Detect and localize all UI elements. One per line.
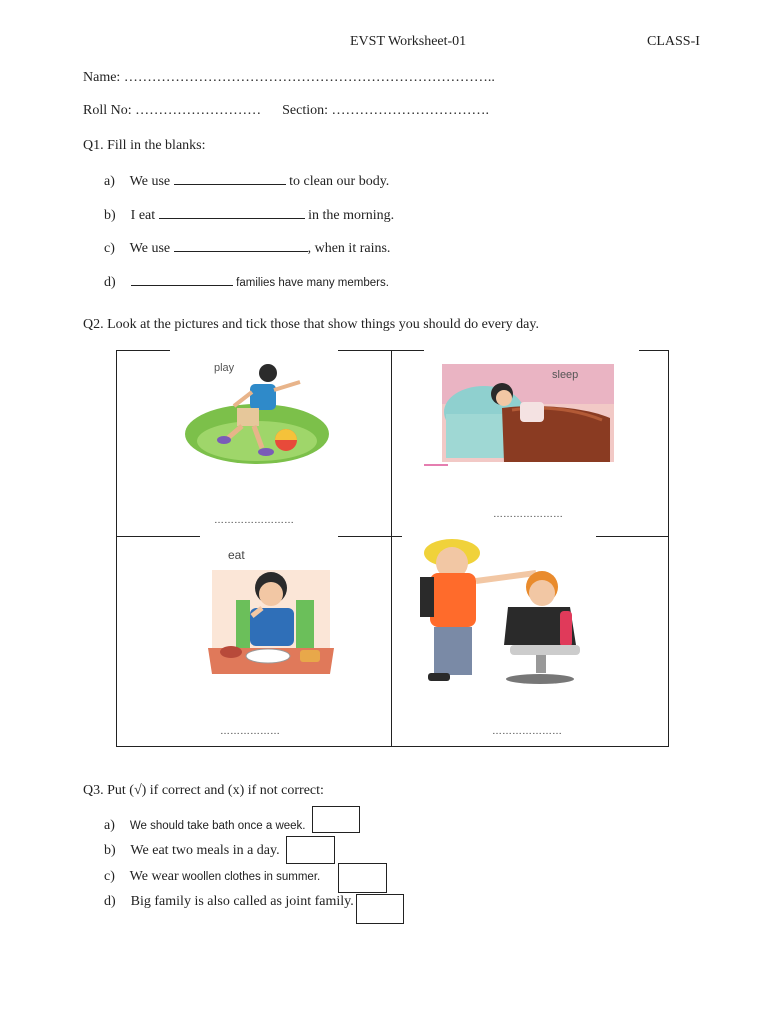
eat-answer[interactable]: ……………… <box>220 726 280 737</box>
q1-item-text: I eat <box>130 208 156 223</box>
q1-item-text: to clean our body. <box>289 174 390 189</box>
q1-item-text: , when it rains. <box>307 241 391 256</box>
haircut-answer[interactable]: ………………… <box>492 726 562 737</box>
q1-item-marker: c) <box>104 241 115 256</box>
q3-item-text: woollen clothes in summer. <box>182 871 321 883</box>
q3-item-b <box>104 843 280 859</box>
eat-picture <box>206 546 336 686</box>
pink-mark <box>424 464 448 466</box>
q1-title: Q1. Fill in the blanks: <box>83 138 206 153</box>
q1-item-text: We use <box>129 241 171 256</box>
q3-item-marker: b) <box>104 843 116 858</box>
sleep-answer[interactable]: ………………… <box>493 509 563 520</box>
q3-item-text: We eat two meals in a day. <box>130 843 280 858</box>
fill-blank-a[interactable] <box>174 172 286 185</box>
q3-title: Q3. Put (√) if correct and (x) if not correct: <box>83 783 324 798</box>
q3-item-text: We wear <box>129 869 179 884</box>
q3-item-marker: a) <box>104 818 115 833</box>
play-caption: play <box>214 362 235 374</box>
play-picture <box>182 356 332 471</box>
fill-blank-d[interactable] <box>131 273 233 286</box>
q3-item-marker: c) <box>104 869 115 884</box>
q1-item-marker: a) <box>104 174 115 189</box>
class-label: CLASS-I <box>647 34 700 49</box>
q3-item-d <box>104 894 354 910</box>
answer-box-a[interactable] <box>312 806 360 833</box>
roll-section-line <box>83 103 489 119</box>
name-label: Name: <box>83 70 121 85</box>
q1-item-a <box>104 172 389 190</box>
eat-caption: eat <box>228 548 245 562</box>
roll-label: Roll No: <box>83 103 132 118</box>
q3-item-text: Big family is also called as joint family. <box>130 894 354 909</box>
play-answer[interactable]: …………………… <box>214 515 294 526</box>
section-field[interactable]: ……………………………. <box>331 103 490 118</box>
q3-item-c <box>104 869 320 885</box>
roll-field[interactable]: ……………………… <box>135 103 262 118</box>
q2-title: Q2. Look at the pictures and tick those that show things you should do every day. <box>83 317 539 332</box>
q1-item-b <box>104 206 394 224</box>
q1-item-text: in the morning. <box>308 208 395 223</box>
section-label: Section: <box>282 103 329 118</box>
fill-blank-c[interactable] <box>174 239 308 252</box>
q1-item-d <box>104 273 389 291</box>
name-line <box>83 70 495 86</box>
haircut-picture <box>400 537 596 687</box>
q3-item-a <box>104 818 306 834</box>
q1-item-marker: d) <box>104 275 116 290</box>
name-field[interactable]: …………………………………………………………………….. <box>123 70 495 85</box>
q1-item-c <box>104 239 390 257</box>
q1-item-text: We use <box>129 174 171 189</box>
q3-item-text: We should take bath once a week. <box>129 820 306 832</box>
answer-box-c[interactable] <box>338 863 387 893</box>
fill-blank-b[interactable] <box>159 206 305 219</box>
sleep-picture <box>442 364 614 462</box>
q3-item-marker: d) <box>104 894 116 909</box>
answer-box-d[interactable] <box>356 894 404 924</box>
sleep-caption: sleep <box>552 369 579 381</box>
answer-box-b[interactable] <box>286 836 335 864</box>
q1-item-text: families have many members. <box>236 277 389 289</box>
worksheet-title: EVST Worksheet-01 <box>350 34 467 49</box>
q1-item-marker: b) <box>104 208 116 223</box>
